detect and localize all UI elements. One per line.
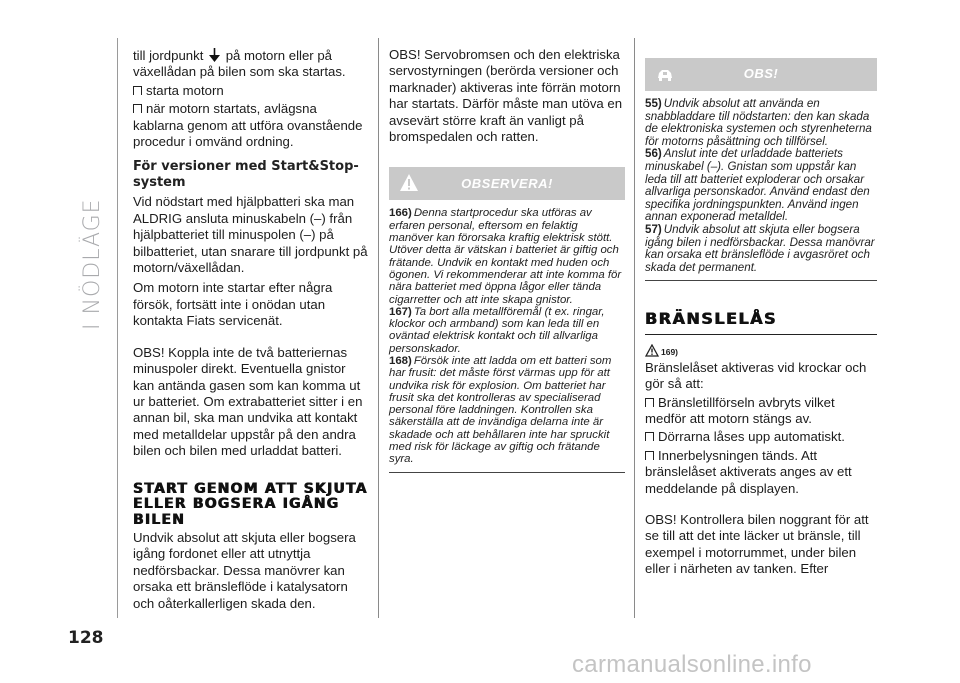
- watermark: carmanualsonline.info: [572, 651, 812, 678]
- note-number: 57): [645, 222, 662, 236]
- text-span: på motorn eller på växellådan på bilen som ska startas.: [133, 48, 346, 80]
- note-number: 55): [645, 97, 662, 110]
- warning-triangle-icon: [645, 344, 659, 357]
- text-span: till jordpunkt: [133, 48, 204, 63]
- bullet-text: Innerbelysningen tänds. Att bränslelåset aktiverats anges av ett meddelande på displayen.: [645, 447, 852, 496]
- bullet-text: starta motorn: [146, 82, 224, 98]
- paragraph: OBS! Servobromsen och den elektriska servostyrningen (berörda versioner och marknader) aktiveras inte förrän motorn har startats. Därför måste man utöva en avsevärt större kraft än vanligt på bromspedalen och ratten.: [389, 47, 623, 145]
- bullet-icon: [645, 432, 654, 441]
- subheading: För versioner med Start&Stop-system: [133, 159, 359, 191]
- reference-marker: [645, 341, 877, 357]
- column-1: [133, 47, 369, 614]
- bullet-item: [133, 83, 369, 99]
- bullet-icon: [133, 86, 142, 95]
- paragraph: Om motorn inte startar efter några försök, fortsätt inte i onödan utan kontakta Fiats servicenät.: [133, 280, 333, 329]
- note-text: Ta bort alla metallföremål (t ex. ringar, klockor och armband) som kan leda till en oväntad elektrisk kontakt och till allvarliga personskador.: [389, 305, 605, 355]
- warning-header: [389, 167, 625, 200]
- note-item: [389, 306, 623, 355]
- column-3: [645, 58, 877, 580]
- note-number: 166): [389, 207, 412, 220]
- bullet-icon: [645, 398, 654, 407]
- note-number: 167): [389, 305, 412, 318]
- bullet-item: [645, 448, 877, 497]
- bullet-icon: [133, 104, 142, 113]
- paragraph: Vid nödstart med hjälpbatteri ska man ALDRIG ansluta minuskabeln (–) från hjälpbatteriet till minuspolen (–) på bilbatteriet, utan snarare till jordpunkt på motorn/växellådan.: [133, 194, 368, 276]
- note-number: 168): [389, 355, 412, 367]
- paragraph: OBS! Koppla inte de två batteriernas minuspoler direkt. Eventuella gnistor kan antända gasen som kan komma ut ur batteriet. Om extrabatteriet sitter i en annan bil, ska man undvika att kontakt med metalldelar uppstår på den andra bilen och bilen med urladdat batteri.: [133, 344, 363, 459]
- side-rule: [117, 38, 118, 618]
- paragraph: OBS! Kontrollera bilen noggrant för att se till att det inte läcker ut bränsle, till exempel i motorrummet, under bilen eller i närheten av tanken. Efter: [645, 511, 869, 577]
- note-item: [645, 148, 875, 224]
- obs-box: [645, 58, 877, 281]
- section-title: I NÖDLÄGE: [80, 198, 105, 330]
- note-number: 56): [645, 147, 662, 161]
- note-item: [389, 207, 623, 305]
- bullet-text: Bränsletillförseln avbryts vilket medför att motorn stängs av.: [645, 394, 835, 426]
- paragraph: [133, 47, 369, 81]
- page-number: 128: [68, 628, 104, 648]
- column-divider: [634, 38, 635, 618]
- warning-title: OBSERVERA!: [461, 175, 553, 191]
- ground-point-icon: [208, 47, 221, 63]
- column-2: [389, 47, 625, 473]
- bullet-text: när motorn startats, avlägsna kablarna genom att utföra ovanstående procedur i omvänd ordning.: [133, 101, 363, 150]
- bullet-text: Dörrarna låses upp automatiskt.: [658, 429, 845, 445]
- bullet-item: [645, 429, 877, 445]
- note-text: Anslut inte det urladdade batteriets minuskabel (–). Gnistan som uppstår kan leda till att batteriet exploderar och orsakar allvarliga personskador. Använd endast den specifika jordningspunkten. Använd ingen annan exponerad metalldel.: [645, 147, 870, 224]
- section-heading: START GENOM ATT SKJUTA ELLER BOGSERA IGÅNG BILEN: [133, 480, 368, 528]
- note-item: [389, 355, 623, 466]
- car-hand-icon: [655, 64, 675, 84]
- bullet-item: [645, 395, 877, 428]
- note-text: Denna startprocedur ska utföras av erfaren personal, eftersom en felaktig manöver kan förorsaka kraftig elektrisk stött. Utöver detta är vätskan i batteriet är giftig och frätande. Undvik en kontakt med huden och ögonen. Vi rekommenderar att inte komma för nära batteriet med öppna lågor eller tända cigarretter och att inte skapa gnistor.: [389, 207, 622, 306]
- note-text: Undvik absolut att använda en snabbladdare till nödstarten: den kan skada de elektroniska systemen och styrenheterna för motorns påsättning och tillförsel.: [645, 97, 872, 148]
- column-divider: [378, 38, 379, 618]
- obs-header: [645, 58, 877, 91]
- warning-box: [389, 167, 625, 472]
- section-heading: BRÄNSLELÅS: [645, 311, 877, 334]
- note-item: [645, 224, 875, 274]
- note-item: [645, 98, 875, 148]
- obs-body: [645, 91, 877, 274]
- reference-number: 169): [661, 346, 679, 357]
- paragraph: Bränslelåset aktiveras vid krockar och gör så att:: [645, 359, 867, 392]
- warning-body: [389, 200, 625, 465]
- warning-triangle-icon: [399, 173, 419, 193]
- paragraph: Undvik absolut att skjuta eller bogsera igång fordonet eller att utnyttja nedförsbackar. Dessa manövrer kan orsaka ett bränsleflöde i katalysatorn och oåterkallerligen skada den.: [133, 530, 356, 611]
- bullet-icon: [645, 451, 654, 460]
- note-text: Försök inte att ladda om ett batteri som har frusit: det måste först värmas upp för att undvika risk för explosion. Om batteriet har frusit ska det kontrolleras av specialiserad personal före laddningen. Kontrollen ska säkerställa att de invändiga delarna inte är skadade och att behållaren inte har spruckit med risk för läckage av giftig och frätande syra.: [389, 355, 612, 466]
- note-text: Undvik absolut att skjuta eller bogsera igång bilen i nedförsbackar. Dessa manövrar kan orsaka ett bränsleflöde i avgasröret och skada det permanent.: [645, 222, 875, 274]
- obs-title: OBS!: [743, 66, 779, 82]
- bullet-item: [133, 101, 369, 150]
